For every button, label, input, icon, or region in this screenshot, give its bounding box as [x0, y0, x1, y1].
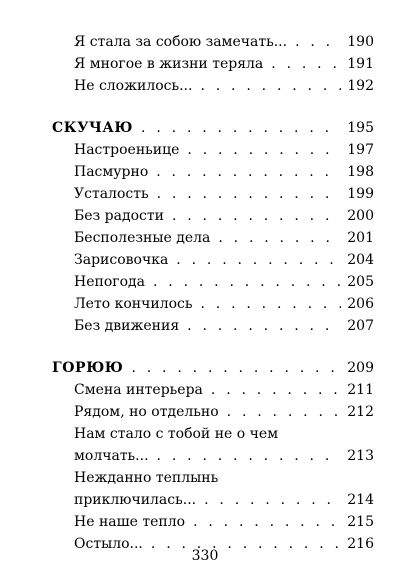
- section-title: ГОРЮЮ: [52, 360, 124, 376]
- dot-leader: [204, 490, 341, 510]
- section-title: СКУЧАЮ: [52, 120, 134, 136]
- dot-leader: [187, 140, 341, 160]
- toc-entry-title: Нам стало с тобой не о чем: [74, 426, 279, 442]
- toc-entry-page: 192: [347, 78, 374, 94]
- dot-leader: [153, 272, 341, 292]
- toc-entry-page: 214: [347, 492, 374, 508]
- toc-entry: [74, 294, 374, 314]
- toc-entry-title: Усталость: [74, 186, 149, 202]
- toc-entry-title: Нежданно теплынь: [74, 470, 219, 486]
- dot-leader: [157, 184, 342, 204]
- toc-entry-title: Лето кончилось: [74, 296, 193, 312]
- dot-leader: [218, 228, 341, 248]
- toc-entry-line: [74, 468, 374, 488]
- toc-entry-page: 205: [347, 274, 374, 290]
- toc-entry-title: Смена интерьера: [74, 382, 203, 398]
- toc-entry-page: 212: [347, 404, 374, 420]
- toc-entry: [74, 490, 374, 510]
- toc-entry-page: 216: [347, 536, 374, 552]
- toc-entry-page: 201: [347, 230, 374, 246]
- dot-leader: [131, 358, 341, 378]
- toc-entry-title: Бесполезные дела: [74, 230, 211, 246]
- toc-entry-title: приключилась...: [74, 492, 197, 508]
- toc-entry: [74, 184, 374, 204]
- toc-entry-title: Не сложилось...: [74, 78, 193, 94]
- toc-entry-page: 206: [347, 296, 374, 312]
- dot-leader: [193, 512, 341, 532]
- toc-entry-page: 207: [347, 318, 374, 334]
- toc-entry: [74, 316, 374, 336]
- page-number: 330: [191, 548, 219, 564]
- toc-entry: [74, 140, 374, 160]
- dot-leader: [157, 446, 342, 466]
- dot-leader: [295, 32, 341, 52]
- dot-leader: [156, 162, 341, 182]
- toc-entry: [74, 512, 374, 532]
- toc-entry-page: 190: [347, 34, 374, 50]
- dot-leader: [176, 250, 341, 270]
- toc-entry-page: 200: [347, 208, 374, 224]
- dot-leader: [227, 402, 342, 422]
- toc-entry: [74, 76, 374, 96]
- toc-entry-title: Без движения: [74, 318, 180, 334]
- toc-entry: [74, 206, 374, 226]
- dot-leader: [172, 206, 341, 226]
- toc-entry: [74, 54, 374, 74]
- toc-entry: [74, 32, 374, 52]
- toc-entry-title: Зарисовочка: [74, 252, 169, 268]
- toc-section-header: [52, 358, 374, 378]
- section-page: 195: [347, 120, 374, 136]
- toc-entry-title: Непогода: [74, 274, 145, 290]
- toc-entry-page: 211: [347, 382, 374, 398]
- toc-entry-title: Я многое в жизни теряла: [74, 56, 264, 72]
- toc-entry-title: Рядом, но отдельно: [74, 404, 219, 420]
- toc-entry-page: 213: [347, 448, 374, 464]
- toc-entry-title: Я стала за собою замечать...: [74, 34, 288, 50]
- toc-entry-title: Не наше тепло: [74, 514, 186, 530]
- dot-leader: [211, 380, 341, 400]
- toc-entry-line: [74, 424, 374, 444]
- toc-entry: [74, 402, 374, 422]
- toc-entry: [74, 446, 374, 466]
- toc-entry: [74, 228, 374, 248]
- toc-entry-title: Пасмурно: [74, 164, 149, 180]
- section-page: 209: [347, 360, 374, 376]
- toc-entry: [74, 250, 374, 270]
- toc-entry-page: 199: [347, 186, 374, 202]
- toc-entry-title: Настроеньице: [74, 142, 180, 158]
- dot-leader: [200, 76, 341, 96]
- toc-entry-page: 198: [347, 164, 374, 180]
- toc-entry: [74, 162, 374, 182]
- toc-entry-title: Остыло...: [74, 536, 143, 552]
- toc-entry-page: 191: [347, 56, 374, 72]
- toc-entry-page: 204: [347, 252, 374, 268]
- toc-entry-page: 197: [347, 142, 374, 158]
- dot-leader: [187, 316, 341, 336]
- toc-entry: [74, 272, 374, 292]
- dot-leader: [200, 294, 341, 314]
- toc-section-header: [52, 118, 374, 138]
- toc-entry: [74, 380, 374, 400]
- toc-entry-page: 215: [347, 514, 374, 530]
- toc-entry-title: молчать...: [74, 448, 149, 464]
- toc-entry-title: Без радости: [74, 208, 164, 224]
- dot-leader: [271, 54, 341, 74]
- dot-leader: [141, 118, 341, 138]
